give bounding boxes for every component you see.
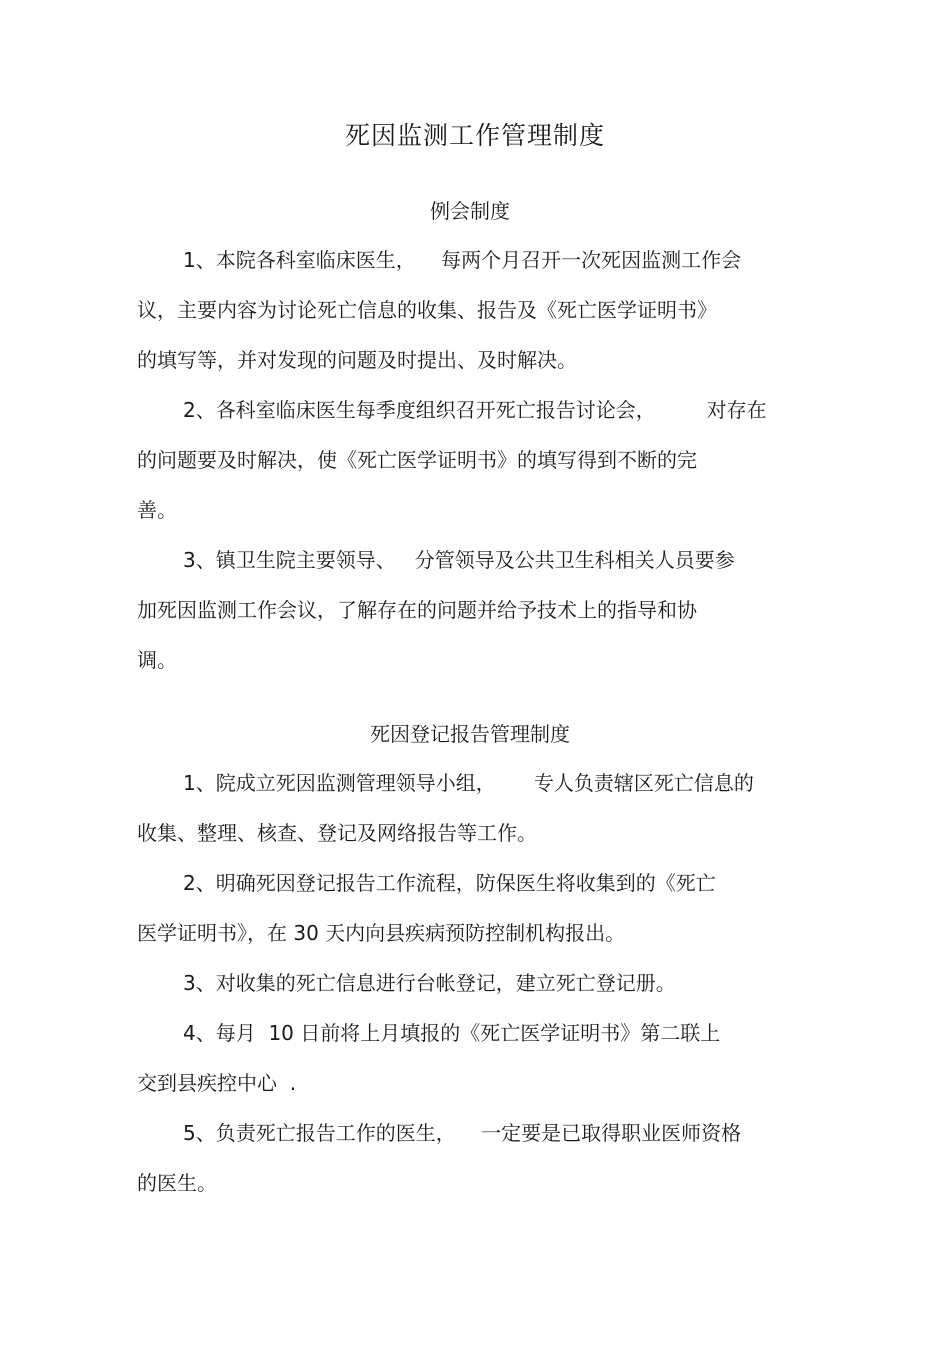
paragraph-line: 善。 [137, 498, 177, 522]
paragraph-line: 3、镇卫生院主要领导、 分管领导及公共卫生科相关人员要参 [183, 548, 735, 572]
paragraph-line: 议，主要内容为讨论死亡信息的收集、报告及《死亡医学证明书》 [137, 298, 717, 322]
paragraph-line: 1、本院各科室临床医生， 每两个月召开一次死因监测工作会 [183, 248, 742, 272]
paragraph-line: 1、院成立死因监测管理领导小组， 专人负责辖区死亡信息的 [183, 771, 754, 795]
paragraph-line: 3、对收集的死亡信息进行台帐登记，建立死亡登记册。 [183, 971, 676, 995]
paragraph-line: 调。 [137, 648, 177, 672]
paragraph-line: 的问题要及时解决，使《死亡医学证明书》的填写得到不断的完 [137, 448, 697, 472]
paragraph-line: 收集、整理、核查、登记及网络报告等工作。 [137, 821, 537, 845]
paragraph-line: 加死因监测工作会议，了解存在的问题并给予技术上的指导和协 [137, 598, 697, 622]
document-title: 死因监测工作管理制度 [344, 121, 605, 150]
paragraph-line: 交到县疾控中心 . [137, 1071, 297, 1095]
paragraph-line: 2、明确死因登记报告工作流程，防保医生将收集到的《死亡 [183, 871, 716, 895]
section-heading-registration: 死因登记报告管理制度 [370, 722, 570, 746]
paragraph-line: 2、各科室临床医生每季度组织召开死亡报告讨论会， 对存在 [183, 398, 767, 422]
section-heading-meetings: 例会制度 [430, 199, 510, 223]
paragraph-line: 的填写等，并对发现的问题及时提出、及时解决。 [137, 348, 577, 372]
paragraph-line: 4、每月 10 日前将上月填报的《死亡医学证明书》第二联上 [183, 1021, 721, 1045]
paragraph-line: 5、负责死亡报告工作的医生， 一定要是已取得职业医师资格 [183, 1121, 742, 1145]
paragraph-line: 医学证明书》，在 30 天内向县疾病预防控制机构报出。 [137, 921, 626, 945]
paragraph-line: 的医生。 [137, 1171, 217, 1195]
